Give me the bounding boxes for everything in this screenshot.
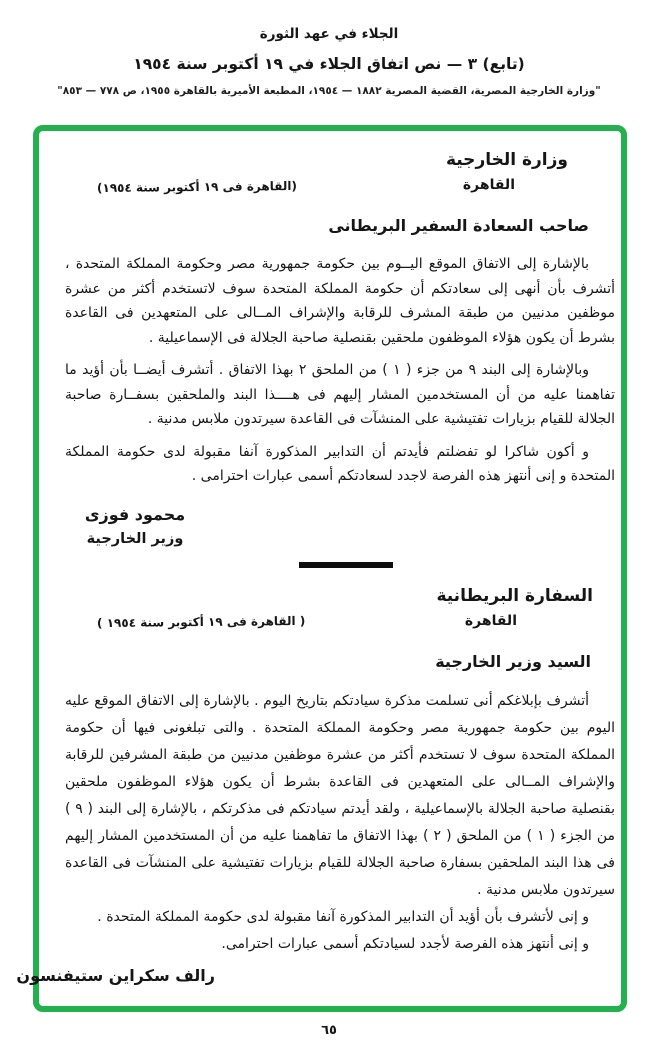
page-header	[0, 0, 658, 97]
source-citation: "وزارة الخارجية المصرية، القضية المصرية ١٨٨٢ — ١٩٥٤، المطبعة الأميرية بالقاهرة ١٩٥٥، ص ٧٧٨ — ٨٥٣"	[57, 85, 601, 97]
paragraph: و أكون شاكرا لو تفضلتم فأيدتم أن التدابير المذكورة آنفا مقبولة لدى حكومة المملكة المتحدة و إنى أنتهز هذه الفرصة لاجدد لسعادتكم أسمى عبارات احترامى .	[65, 443, 615, 484]
signature-block	[16, 963, 215, 988]
signature-title: وزير الخارجية	[86, 530, 184, 547]
salutation: صاحب السعادة السفير البريطانى	[328, 216, 589, 235]
signature-name: رالف سكراين ستيفنسون	[16, 965, 215, 985]
date-note: (القاهرة فى ١٩ أكتوبر سنة ١٩٥٤)	[96, 178, 297, 195]
signature-block	[65, 502, 205, 552]
section-subtitle: (تابع) ٣ — نص اتفاق الجلاء في ١٩ أكتوبر سنة ١٩٥٤	[133, 55, 525, 73]
date-note: ( القاهرة فى ١٩ أكتوبر سنة ١٩٥٤ )	[96, 613, 306, 631]
city-label: القاهرة	[462, 177, 515, 193]
page-number: ٦٥	[321, 1023, 337, 1038]
salutation: السيد وزير الخارجية	[435, 651, 591, 671]
paragraph: أتشرف بإبلاغكم أنى تسلمت مذكرة سيادتكم بتاريخ اليوم . بالإشارة إلى الاتفاق الموقع عليه اليوم بين حكومة جمهورية مصر وحكومة المملكة المتحدة . والتى تبلغونى فيها أن حكومة المملكة المتحدة سوف لا تستخدم أكثر من عشرة موظفين مدنيين من طبقة المشرفين للرقابة والإشراف المــالى على المتعهدين فى القاعدة بشرط أن يكون هؤلاء الموظفون ملحقين بقنصلية صاحبة الجلالة بالإسماعيلية ، ولقد أيدتم سيادتكم فى مذكرتكم ، بالإشارة إلى البند ( ٩ ) من الجزء ( ١ ) من الملحق ( ٢ ) بهذا الاتفاق ما تفاهمنا عليه من أن المستخدمين المشار إليهم فى هذا البند الملحقين بسفارة صاحبة الجلالة للقيام بزيارات تفتيشية على المنشآت فى القاعدة سيرتدون ملابس مدنية .	[65, 692, 615, 898]
section-divider	[299, 562, 393, 568]
signature-name: محمود فوزى	[84, 504, 186, 524]
letter-british-embassy	[16, 583, 615, 988]
document-frame	[16, 125, 627, 1012]
letterhead-1	[65, 147, 615, 197]
city-label: القاهرة	[464, 612, 517, 629]
paragraph: و إنى أنتهز هذه الفرصة لأجدد لسيادتكم أسمى عبارات احترامى.	[221, 935, 589, 952]
letterhead-2	[65, 583, 615, 633]
paragraph: وبالإشارة إلى البند ٩ من جزء ( ١ ) من الملحق ٢ بهذا الاتفاق . أتشرف أيضــا بأن أؤيد ما تفاهمنا عليه من أن المستخدمين المشار إليهم فى هــــذا البند والملحقين بسفــارة صاحبة الجلالة للقيام بزيارات تفتيشية على المنشآت فى القاعدة سيرتدون ملابس مدنية .	[65, 362, 615, 427]
book-title: الجلاء في عهد الثورة	[259, 26, 399, 42]
paragraph: بالإشارة إلى الاتفاق الموقع اليــوم بين حكومة جمهورية مصر وحكومة المملكة المتحدة ، أتشرف بأن أنهى إلى سعادتكم أن حكومة المملكة المتحدة سوف لاتستخدم أكثر من عشرة موظفين مدنيين من طبقة المشرف للرقابة والإشراف المــالى على المتعهدين فى القاعدة بشرط أن يكون هؤلاء الموظفون ملحقين بقنصلية صاحبة الجلالة فى الإسماعيلية .	[65, 256, 615, 346]
organization-name: وزارة الخارجية	[445, 150, 568, 170]
letter-egyptian-ministry	[65, 147, 615, 552]
paragraph: و إنى لأتشرف بأن أؤيد أن التدابير المذكورة آنفا مقبولة لدى حكومة المملكة المتحدة .	[97, 908, 589, 925]
document-content	[16, 131, 621, 1006]
organization-name: السفارة البريطانية	[436, 585, 593, 606]
